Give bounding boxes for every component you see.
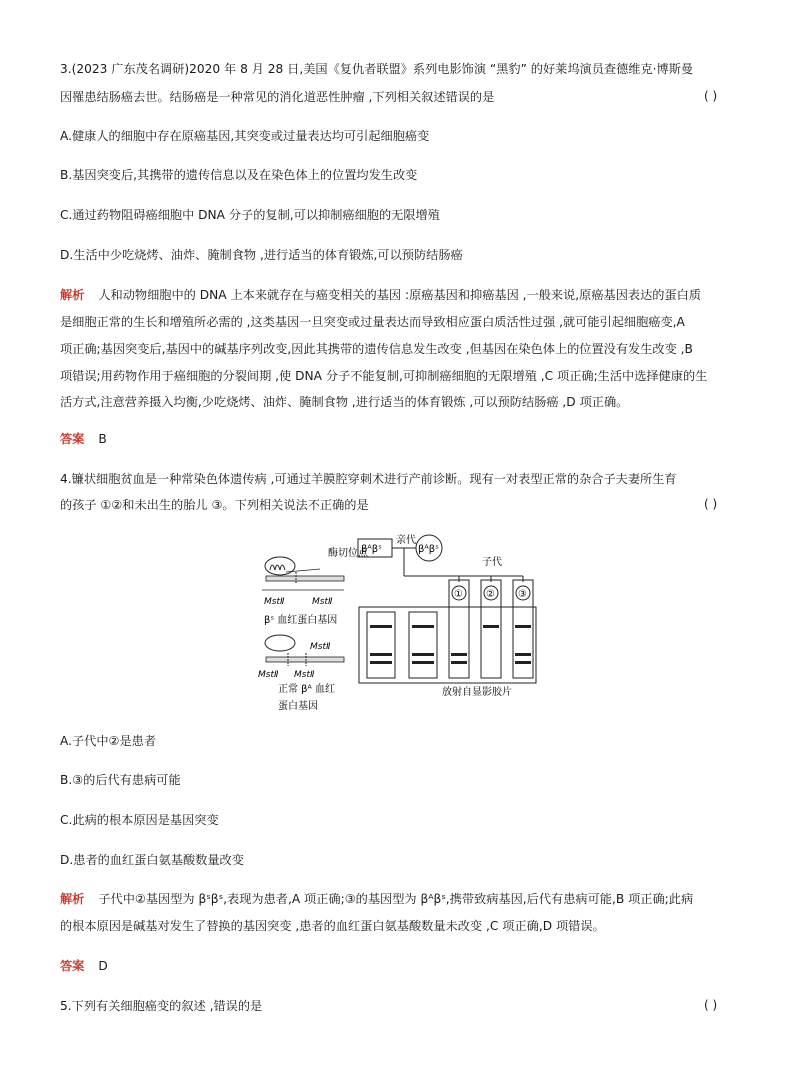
q3-answer-value: B xyxy=(98,432,107,446)
lane-father xyxy=(367,612,395,678)
band xyxy=(412,625,434,628)
q4-answer-label: 答案 xyxy=(60,959,85,973)
parents-label: 亲代 xyxy=(396,535,416,546)
child-3-label: ③ xyxy=(518,589,527,600)
film-label: 放射自显影胶片 xyxy=(442,687,512,698)
q4-stem-line2: 的孩子 ①②和未出生的胎儿 ③。下列相关说法不正确的是 xyxy=(60,498,369,512)
q3-option-b: B.基因突变后,其携带的遗传信息以及在染色体上的位置均发生改变 xyxy=(60,168,418,182)
q3-option-c: C.通过药物阻碍癌细胞中 DNA 分子的复制,可以抑制癌细胞的无限增殖 xyxy=(60,208,440,222)
band xyxy=(412,653,434,656)
q3-answer-label: 答案 xyxy=(60,432,85,446)
child-2-label: ② xyxy=(486,589,495,600)
lane-mother xyxy=(409,612,437,678)
q4-option-a: A.子代中②是患者 xyxy=(60,734,157,748)
gene-a-label-line1: 正常 βᴬ 血红 xyxy=(278,684,336,695)
q3-analysis-line4: 项错误;用药物作用于癌细胞的分裂间期 ,使 DNA 分子不能复制,可抑制癌细胞的无限增殖 ,C 项正确;生活中选择健康的生 xyxy=(60,369,708,383)
q3-answer-line xyxy=(60,431,107,447)
q4-option-b: B.③的后代有患病可能 xyxy=(60,773,181,787)
mst-label: MstⅡ xyxy=(258,670,279,680)
mst-label: MstⅡ xyxy=(312,597,333,607)
q4-answer-value: D xyxy=(98,959,108,973)
band xyxy=(515,653,531,656)
q3-analysis-line5: 活方式,注意营养摄入均衡,少吃烧烤、油炸、腌制食物 ,进行适当的体育锻炼 ,可以预防结肠癌 ,D 项正确。 xyxy=(60,395,629,409)
q3-option-d: D.生活中少吃烧烤、油炸、腌制食物 ,进行适当的体育锻炼,可以预防结肠癌 xyxy=(60,248,463,262)
enzyme-site-label: 酶切位点 xyxy=(328,548,368,559)
q4-answer-paren: ( ) xyxy=(704,497,718,511)
band xyxy=(370,653,392,656)
q4-stem-line1: 4.镰状细胞贫血是一种常染色体遗传病 ,可通过羊膜腔穿刺术进行产前诊断。现有一对表型正常的杂合子夫妻所生育 xyxy=(60,472,677,486)
q4-answer-line xyxy=(60,958,108,974)
q3-analysis-line3: 项正确;基因突变后,基因中的碱基序列改变,因此其携带的遗传信息发生改变 ,但基因在染色体上的位置没有发生改变 ,B xyxy=(60,342,693,356)
q4-analysis-line1: 解析 子代中②基因型为 βˢβˢ,表现为患者,A 项正确;③的基因型为 βᴬβˢ,携带致病基因,后代有患病可能,B 项正确;此病 xyxy=(60,892,694,906)
q4-gel-figure xyxy=(252,532,544,717)
q3-option-a: A.健康人的细胞中存在原癌基因,其突变或过量表达均可引起细胞癌变 xyxy=(60,129,430,143)
q3-stem-line2: 因罹患结肠癌去世。结肠癌是一种常见的消化道恶性肿瘤 ,下列相关叙述错误的是 xyxy=(60,90,495,104)
q3-analysis-label: 解析 xyxy=(60,288,85,302)
q4-option-c: C.此病的根本原因是基因突变 xyxy=(60,813,219,827)
mst-label: MstⅡ xyxy=(264,597,285,607)
q4-option-d: D.患者的血红蛋白氨基酸数量改变 xyxy=(60,853,244,867)
q4-analysis-label: 解析 xyxy=(60,892,85,906)
q3-analysis-line1: 解析 人和动物细胞中的 DNA 上本来就存在与癌变相关的基因 :原癌基因和抑癌基因 ,一般来说,原癌基因表达的蛋白质 xyxy=(60,288,702,302)
child-1-label: ① xyxy=(454,589,463,600)
gene-s-label: βˢ 血红蛋白基因 xyxy=(264,615,338,626)
parent2-genotype: βᴬβˢ xyxy=(418,544,439,555)
band xyxy=(483,625,499,628)
mst-label: MstⅡ xyxy=(294,670,315,680)
band xyxy=(370,661,392,664)
film-frame xyxy=(359,607,536,683)
gene-a-strand xyxy=(266,657,344,662)
q5-stem: 5.下列有关细胞癌变的叙述 ,错误的是 xyxy=(60,999,263,1013)
mst-label: MstⅡ xyxy=(310,642,331,652)
parent1-genotype: βᴬβˢ xyxy=(361,544,382,555)
band xyxy=(412,661,434,664)
q3-stem-line1: 3.(2023 广东茂名调研)2020 年 8 月 28 日,美国《复仇者联盟》系列电影饰演 “黑豹” 的好莱坞演员查德维克·博斯曼 xyxy=(60,62,694,76)
q3-answer-paren: ( ) xyxy=(704,89,718,103)
band xyxy=(515,625,531,628)
q3-analysis-line2: 是细胞正常的生长和增殖所必需的 ,这类基因一旦突变或过量表达而导致相应蛋白质活性过强 ,就可能引起细胞癌变,A xyxy=(60,315,685,329)
gene-s-strand xyxy=(266,576,344,581)
band xyxy=(451,653,467,656)
band xyxy=(370,625,392,628)
gene-a-label-line2: 蛋白基因 xyxy=(278,701,318,712)
offspring-label: 子代 xyxy=(482,557,502,568)
q4-analysis-line2: 的根本原因是碱基对发生了替换的基因突变 ,患者的血红蛋白氨基酸数量未改变 ,C 项正确,D 项错误。 xyxy=(60,919,605,933)
band xyxy=(515,661,531,664)
q5-answer-paren: ( ) xyxy=(704,998,718,1012)
band xyxy=(451,661,467,664)
